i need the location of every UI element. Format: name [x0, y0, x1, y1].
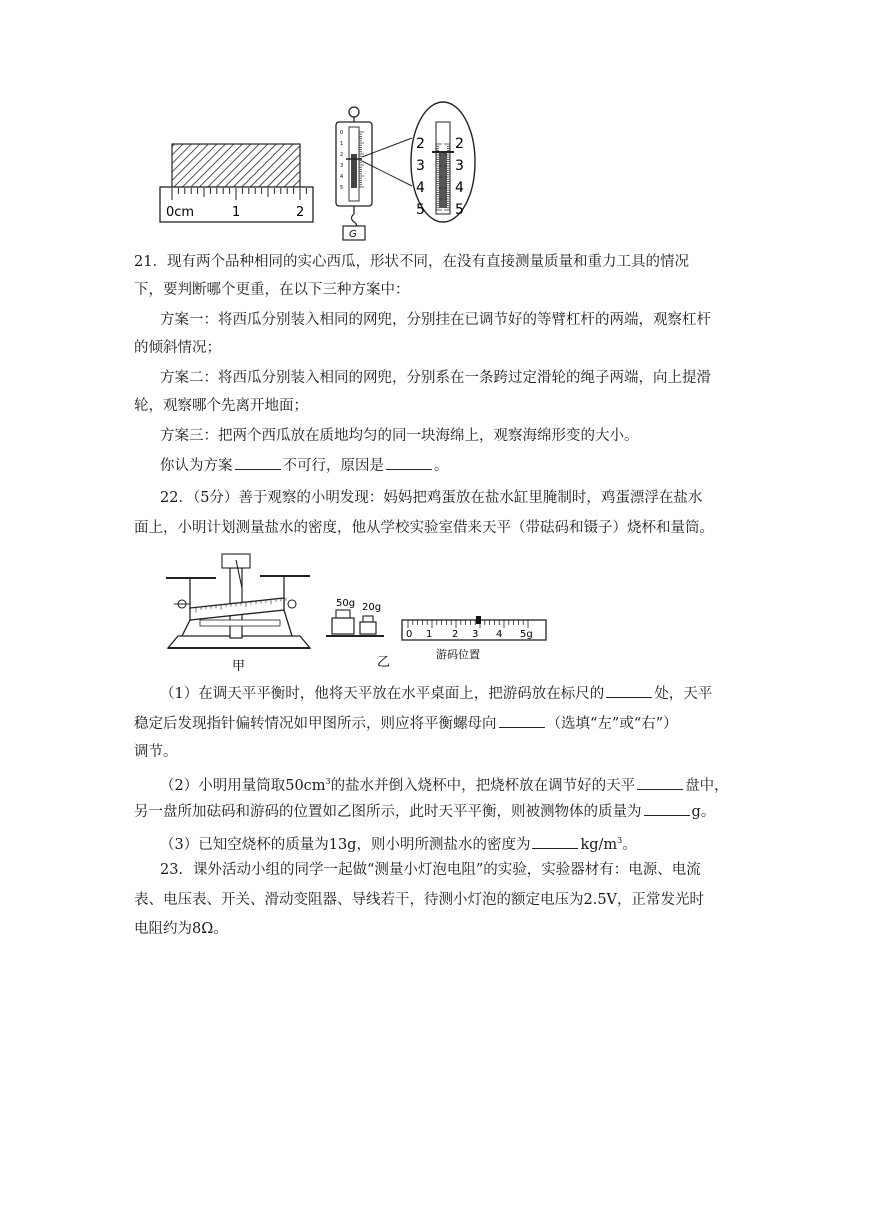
q21-plan2-line-1: 方案二：将西瓜分别装入相同的网兜，分别系在一条跨过定滑轮的绳子两端，向上提滑	[160, 370, 711, 386]
q23-line-3: 电阻约为8Ω。	[134, 921, 228, 937]
svg-text:4: 4	[416, 180, 425, 196]
svg-text:2: 2	[455, 136, 464, 152]
svg-text:1: 1	[340, 141, 344, 147]
balance-scale	[166, 554, 310, 673]
q22-part2-line-1: （2）小明用量筒取$50cm^3$的盐水并倒入烧杯中，把烧杯放在调节好的天平 盘中，	[160, 772, 746, 796]
q22-blank-rider-position[interactable]	[606, 683, 652, 698]
svg-text:1: 1	[426, 629, 433, 640]
q22-blank-nut-direction[interactable]	[499, 713, 545, 728]
q21-plan3: 方案三：把两个西瓜放在质地均匀的同一块海绵上，观察海绵形变的大小。	[160, 428, 639, 444]
q22-blank-pan[interactable]	[637, 775, 683, 790]
svg-text:5: 5	[416, 202, 425, 218]
q21-plan1-line-1: 方案一：将西瓜分别装入相同的网兜，分别挂在已调节好的等臂杠杆的两端，观察杠杆	[160, 312, 711, 328]
ruler-label-0: 0cm	[166, 205, 195, 220]
rider-scale	[402, 616, 546, 661]
svg-text:5: 5	[455, 202, 464, 218]
svg-text:2: 2	[452, 629, 459, 640]
q22-part1-line-2: 稳定后发现指针偏转情况如甲图所示，则应将平衡螺母向 （选填“左”或“右”）	[134, 713, 746, 734]
q22-part1-line-3: 调节。	[134, 744, 178, 760]
svg-text:5: 5	[340, 185, 344, 191]
spring-scale	[336, 107, 372, 240]
fig-label-jia: 甲	[232, 659, 246, 673]
q21-blank-plan[interactable]	[235, 455, 281, 470]
q21-plan2-line-2: 轮，观察哪个先离开地面；	[134, 398, 308, 414]
hatched-block	[172, 144, 300, 188]
weights	[326, 598, 390, 670]
q22-part3: （3）已知空烧杯的质量为13g，则小明所测盐水的密度为 $kg/m^3$。	[160, 831, 746, 855]
q22-blank-mass[interactable]	[644, 801, 690, 816]
svg-text:2: 2	[416, 136, 425, 152]
q21-question: 你认为方案 不可行，原因是 。	[160, 455, 746, 476]
svg-text:2: 2	[340, 152, 344, 158]
q22-intro-line-1: 22．（5分）善于观察的小明发现：妈妈把鸡蛋放在盐水缸里腌制时，鸡蛋漂浮在盐水	[160, 490, 703, 506]
svg-text:3: 3	[416, 158, 425, 174]
q23-line-2: 表、电压表、开关、滑动变阻器、导线若干，待测小灯泡的额定电压为2.5V，正常发光时	[134, 892, 705, 908]
q22-part2-line-2: 另一盘所加砝码和游码的位置如乙图所示，此时天平平衡，则被测物体的质量为 g。	[134, 801, 746, 822]
svg-text:4: 4	[496, 629, 503, 640]
weight-label: G	[349, 229, 357, 240]
rider-caption: 游码位置	[436, 648, 480, 661]
q21-blank-reason[interactable]	[386, 455, 432, 470]
svg-text:50g: 50g	[336, 598, 356, 609]
svg-text:3: 3	[340, 163, 344, 169]
svg-text:4: 4	[340, 174, 344, 180]
svg-text:5g: 5g	[520, 629, 533, 640]
fig-label-yi: 乙	[377, 655, 391, 670]
q23-line-1: 23．课外活动小组的同学一起做“测量小灯泡电阻”的实验，实验器材有：电源、电流	[160, 862, 701, 878]
svg-text:20g: 20g	[362, 602, 382, 613]
svg-text:4: 4	[455, 180, 464, 196]
ruler-and-spring-scale-figure	[150, 100, 495, 245]
magnified-view	[411, 102, 475, 222]
ruler-label-2: 2	[296, 205, 305, 220]
q22-intro-line-2: 面上，小明计划测量盐水的密度，他从学校实验室借来天平（带砝码和镊子）烧杯和量筒。	[134, 520, 714, 536]
ruler-label-1: 1	[232, 205, 241, 220]
q21-plan1-line-2: 的倾斜情况；	[134, 340, 221, 356]
svg-text:3: 3	[472, 629, 479, 640]
q21-intro-line-2: 下，要判断哪个更重，在以下三种方案中：	[134, 282, 410, 298]
q22-blank-density[interactable]	[532, 834, 578, 849]
svg-text:3: 3	[455, 158, 464, 174]
q22-part1-line-1: （1）在调天平平衡时，他将天平放在水平桌面上，把游码放在标尺的 处，天平	[160, 683, 746, 704]
ruler	[160, 187, 313, 222]
q21-intro-line-1: 21．现有两个品种相同的实心西瓜，形状不同，在没有直接测量质量和重力工具的情况	[134, 254, 689, 270]
svg-text:0: 0	[340, 130, 344, 136]
svg-text:0: 0	[406, 629, 413, 640]
balance-figure	[160, 548, 560, 673]
